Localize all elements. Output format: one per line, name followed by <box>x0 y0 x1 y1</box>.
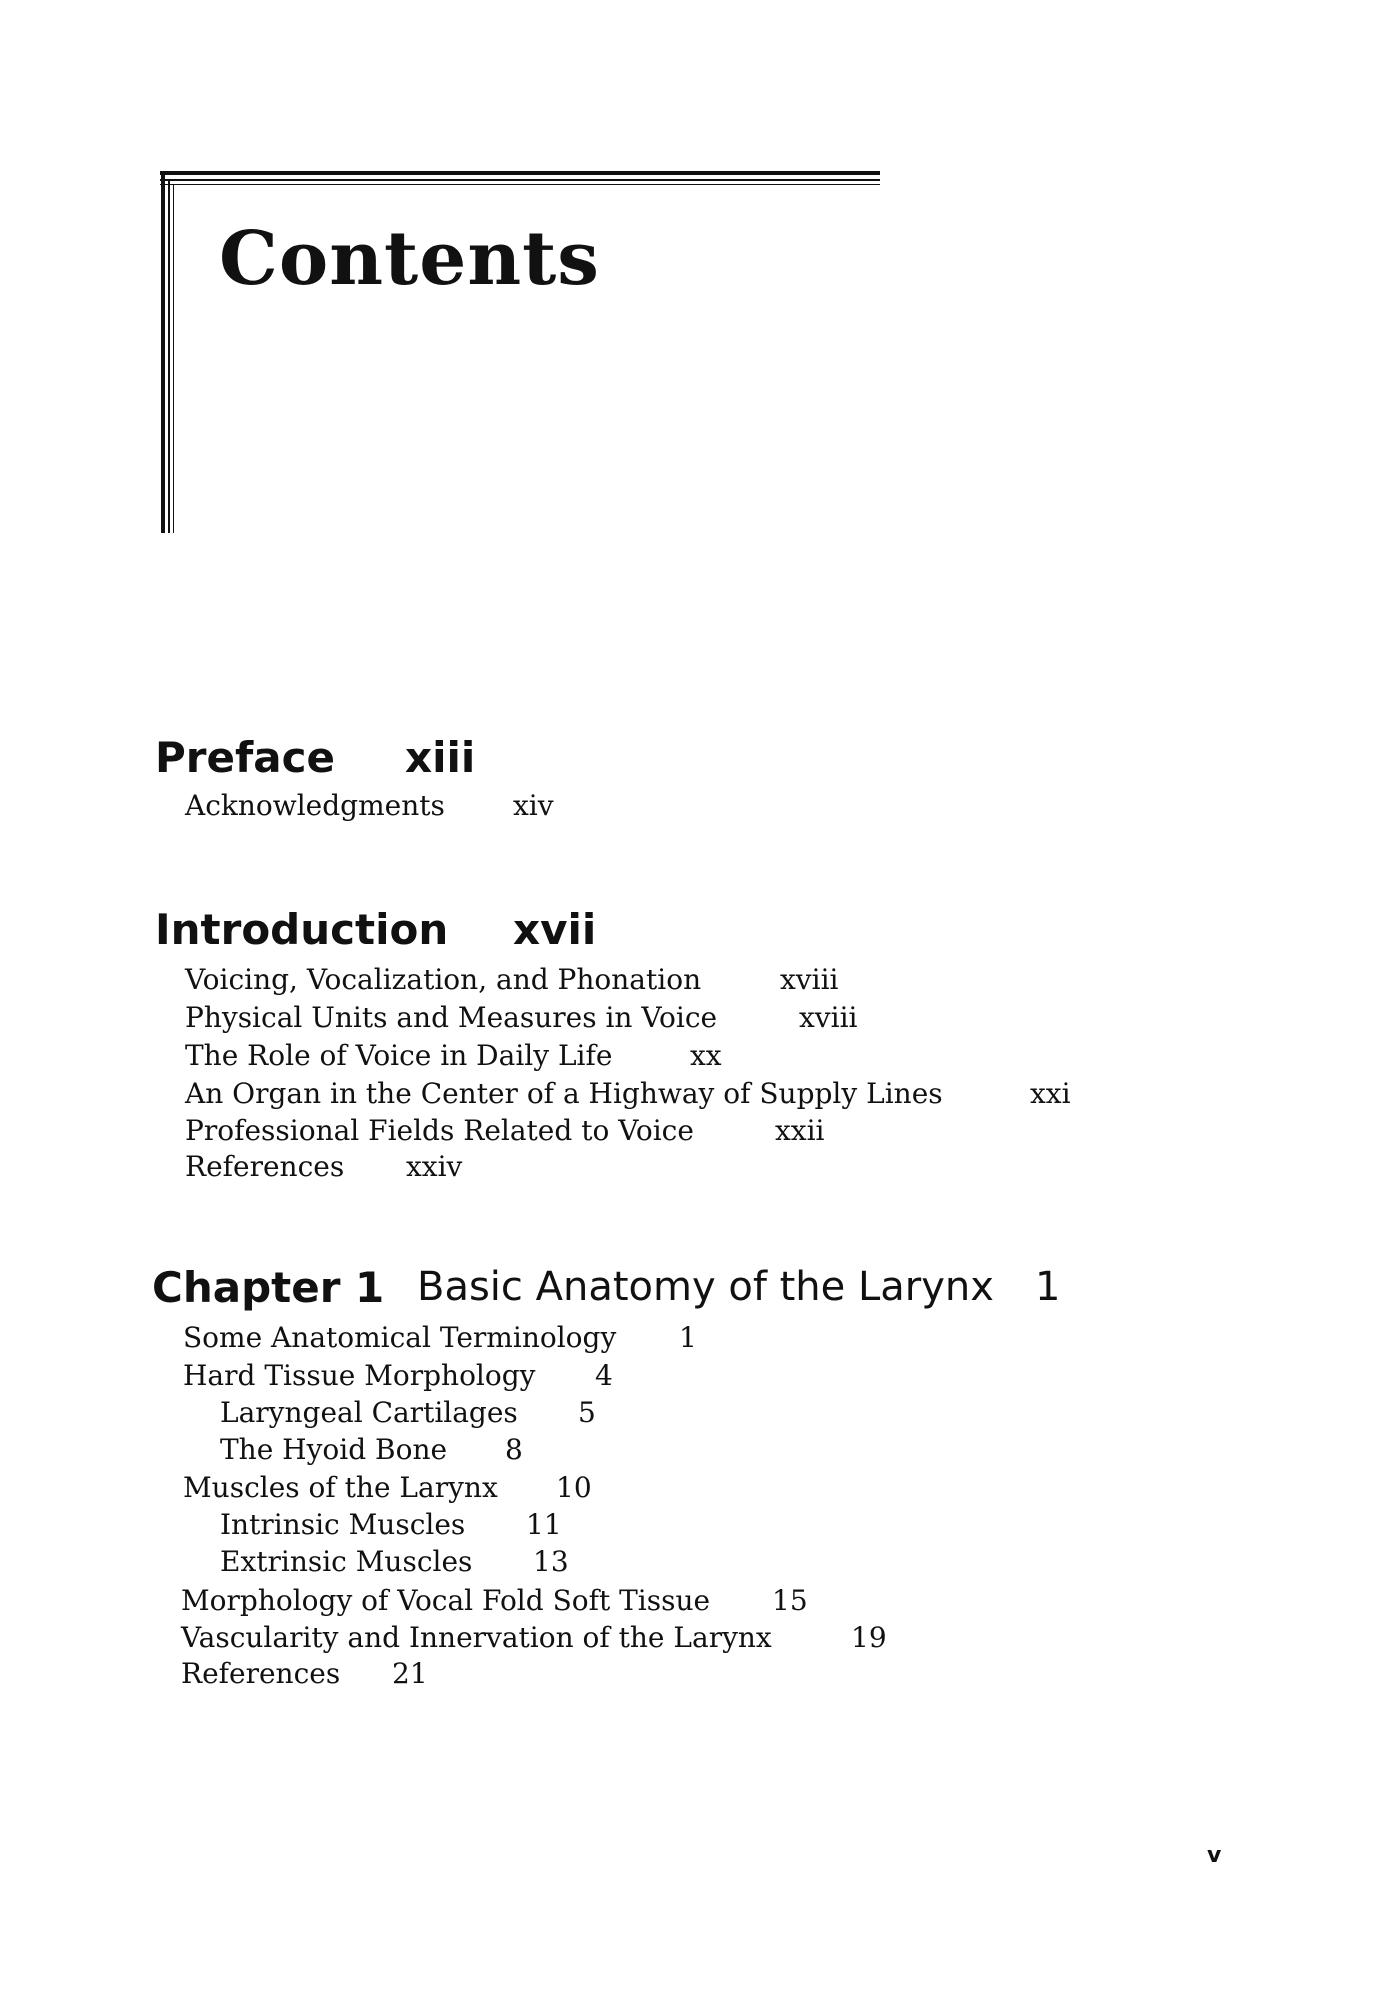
toc-entry[interactable] <box>220 1433 523 1466</box>
toc-entry-page: xx <box>690 1039 722 1072</box>
toc-entry-title: Extrinsic Muscles <box>220 1545 473 1578</box>
toc-entry[interactable] <box>181 1584 808 1617</box>
toc-entry-title: The Role of Voice in Daily Life <box>185 1039 613 1072</box>
toc-entry-page: 21 <box>392 1657 428 1690</box>
title-frame-top-rule-2 <box>160 179 880 181</box>
toc-entry-page: 11 <box>526 1508 562 1541</box>
title-frame-left-rule-3 <box>173 184 174 533</box>
toc-entry-page: 8 <box>505 1433 523 1466</box>
toc-entry-title: Morphology of Vocal Fold Soft Tissue <box>181 1584 711 1617</box>
toc-entry[interactable] <box>183 1359 613 1392</box>
toc-entry[interactable] <box>220 1508 562 1541</box>
toc-entry-page: xviii <box>799 1001 858 1034</box>
toc-entry-page: xviii <box>780 963 839 996</box>
toc-entry-page: xxi <box>1030 1077 1071 1110</box>
toc-entry-page: 15 <box>772 1584 808 1617</box>
toc-entry-title: Voicing, Vocalization, and Phonation <box>185 963 702 996</box>
toc-entry[interactable] <box>185 963 839 996</box>
toc-entry-page: 10 <box>556 1471 592 1504</box>
toc-entry-page: xxii <box>775 1114 825 1147</box>
toc-entry-page: 13 <box>533 1545 569 1578</box>
toc-entry[interactable] <box>183 1321 697 1354</box>
toc-entry-title: Vascularity and Innervation of the Larynx <box>181 1621 772 1654</box>
introduction-heading-label: Introduction <box>155 905 449 954</box>
title-frame-top-rule <box>160 171 880 175</box>
toc-entry[interactable] <box>185 1077 1071 1110</box>
toc-entry-title: Muscles of the Larynx <box>183 1471 498 1504</box>
toc-entry[interactable] <box>185 1150 463 1183</box>
toc-entry[interactable] <box>185 1039 722 1072</box>
preface-heading-label: Preface <box>155 733 335 782</box>
chapter-1-page: 1 <box>1035 1264 1061 1310</box>
toc-entry-title: Some Anatomical Terminology <box>183 1321 617 1354</box>
chapter-1-heading[interactable] <box>152 1263 1061 1312</box>
toc-entry[interactable] <box>185 1001 858 1034</box>
preface-page: xiii <box>405 733 476 782</box>
title-frame-left-rule <box>161 171 165 533</box>
toc-entry-title: The Hyoid Bone <box>220 1433 448 1466</box>
toc-entry[interactable] <box>220 1545 569 1578</box>
toc-entry[interactable] <box>185 789 554 822</box>
toc-entry-title: References <box>181 1657 341 1690</box>
page-number: v <box>1207 1843 1222 1868</box>
toc-entry-page: xiv <box>513 789 554 822</box>
toc-entry-title: An Organ in the Center of a Highway of Supply Lines <box>185 1077 943 1110</box>
introduction-heading[interactable] <box>155 905 597 954</box>
toc-entry-title: Professional Fields Related to Voice <box>185 1114 694 1147</box>
toc-entry-page: 5 <box>578 1396 596 1429</box>
chapter-1-title: Basic Anatomy of the Larynx <box>417 1264 994 1310</box>
title-frame-top-rule-3 <box>160 184 880 185</box>
preface-heading[interactable] <box>155 733 476 782</box>
toc-entry-title: Acknowledgments <box>185 789 445 822</box>
toc-entry-page: 4 <box>595 1359 613 1392</box>
chapter-1-label: Chapter 1 <box>152 1263 385 1312</box>
page-title: Contents <box>219 216 600 302</box>
toc-entry[interactable] <box>220 1396 596 1429</box>
toc-entry[interactable] <box>181 1621 887 1654</box>
title-frame-left-rule-2 <box>168 179 170 533</box>
toc-entry-title: Laryngeal Cartilages <box>220 1396 518 1429</box>
toc-entry-title: Physical Units and Measures in Voice <box>185 1001 718 1034</box>
toc-entry-page: xxiv <box>406 1150 463 1183</box>
toc-entry-title: Hard Tissue Morphology <box>183 1359 536 1392</box>
toc-entry[interactable] <box>183 1471 592 1504</box>
toc-entry-title: Intrinsic Muscles <box>220 1508 466 1541</box>
toc-entry-title: References <box>185 1150 345 1183</box>
toc-entry-page: 1 <box>679 1321 697 1354</box>
toc-entry[interactable] <box>185 1114 825 1147</box>
toc-entry-page: 19 <box>851 1621 887 1654</box>
introduction-page: xvii <box>513 905 597 954</box>
toc-entry[interactable] <box>181 1657 428 1690</box>
